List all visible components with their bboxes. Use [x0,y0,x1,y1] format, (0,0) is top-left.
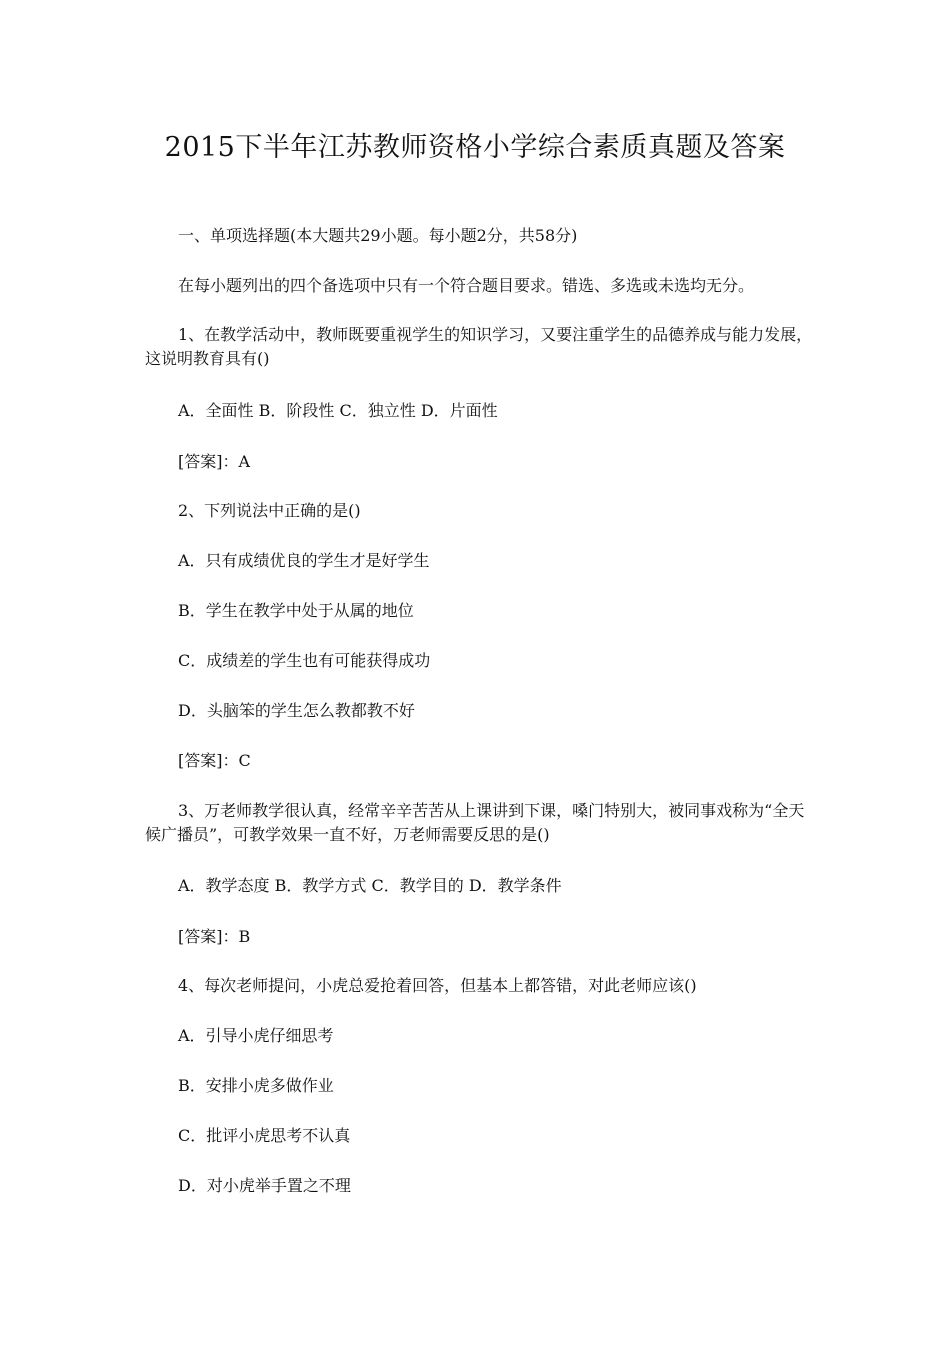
document-title: 2015下半年江苏教师资格小学综合素质真题及答案 [164,132,786,163]
instructions: 在每小题列出的四个备选项中只有一个符合题目要求。错选、多选或未选均无分。 [178,276,755,295]
question-2-option-c: C．成绩差的学生也有可能获得成功 [178,651,431,670]
question-3-stem: 3、万老师教学很认真，经常辛辛苦苦从上课讲到下课，嗓门特别大，被同事戏称为“全天候广播员”，可教学效果一直不好，万老师需要反思的是() [145,801,805,844]
question-4-option-c: C．批评小虎思考不认真 [178,1126,351,1145]
question-2-option-b: B．学生在教学中处于从属的地位 [178,601,414,620]
question-4-option-b: B．安排小虎多做作业 [178,1076,334,1095]
question-1-stem: 1、在教学活动中，教师既要重视学生的知识学习，又要注重学生的品德养成与能力发展，这说明教育具有() [145,325,813,368]
question-2-stem: 2、下列说法中正确的是() [178,501,361,520]
question-2-option-d: D．头脑笨的学生怎么教都教不好 [178,701,415,720]
question-3-answer: [答案]：B [178,927,251,946]
question-3-options: A．教学态度 B．教学方式 C．教学目的 D．教学条件 [178,876,562,895]
section-heading: 一、单项选择题(本大题共29小题。每小题2分，共58分) [178,226,578,245]
question-4-option-d: D．对小虎举手置之不理 [178,1176,351,1195]
question-1-answer: [答案]：A [178,452,251,471]
question-1-options: A．全面性 B．阶段性 C．独立性 D．片面性 [178,401,498,420]
question-4-option-a: A．引导小虎仔细思考 [178,1026,334,1045]
question-2-option-a: A．只有成绩优良的学生才是好学生 [178,551,430,570]
question-2-answer: [答案]：C [178,751,251,770]
question-4-stem: 4、每次老师提问，小虎总爱抢着回答，但基本上都答错，对此老师应该() [178,976,697,995]
